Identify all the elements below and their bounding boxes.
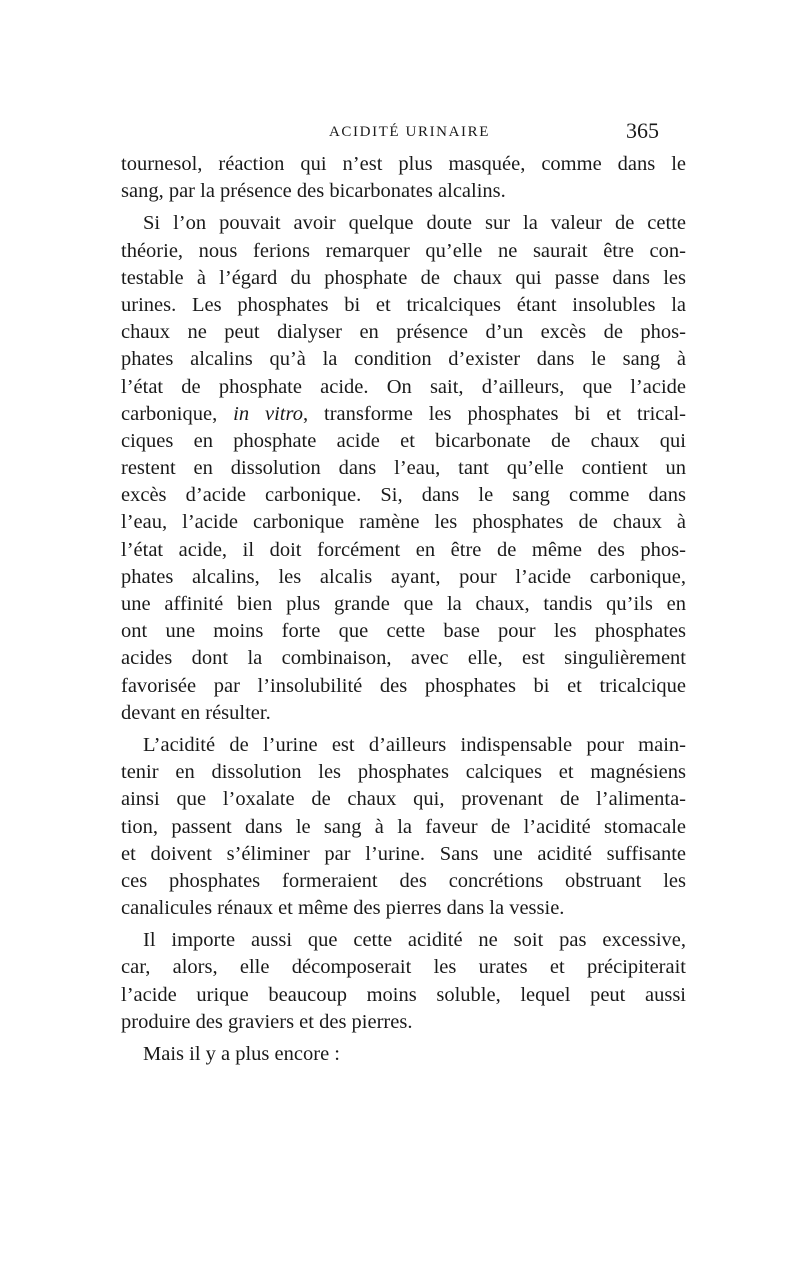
text-line: l’acide urique beaucoup moins soluble, lequel peut aussi <box>121 983 686 1006</box>
text-line: devant en résulter. <box>121 701 271 724</box>
text-line: l’état de phosphate acide. On sait, d’ailleurs, que l’acide <box>121 375 686 398</box>
text-line: tenir en dissolution les phosphates calciques et magnésiens <box>121 761 686 784</box>
text-line: tournesol, réaction qui n’est plus masquée, comme dans le <box>121 153 686 175</box>
text-line: Il importe aussi que cette acidité ne soit pas excessive, <box>143 929 686 952</box>
paragraph <box>121 151 686 205</box>
running-title: ACIDITÉ URINAIRE <box>329 124 490 140</box>
text-line: tion, passent dans le sang à la faveur de l’acidité stomacale <box>121 815 686 838</box>
text-line: L’acidité de l’urine est d’ailleurs indispensable pour main- <box>143 733 686 756</box>
text-line: canalicules rénaux et même des pierres dans la vessie. <box>121 897 565 920</box>
body-text <box>121 151 686 1068</box>
paragraph <box>121 210 686 727</box>
text-line: car, alors, elle décomposerait les urates et précipiterait <box>121 956 686 979</box>
paragraph <box>121 1041 686 1068</box>
text-line: testable à l’égard du phosphate de chaux qui passe dans les <box>121 266 686 289</box>
italic-phrase: in vitro <box>233 402 303 425</box>
text-segment: , transforme les phosphates bi et trical- <box>302 402 686 425</box>
text-line: ainsi que l’oxalate de chaux qui, provenant de l’alimenta- <box>121 788 686 811</box>
text-line: théorie, nous ferions remarquer qu’elle ne saurait être con- <box>121 239 686 262</box>
text-line: chaux ne peut dialyser en présence d’un excès de phos- <box>121 321 686 344</box>
text-line: produire des graviers et des pierres. <box>121 1010 413 1033</box>
running-head <box>0 118 800 148</box>
text-line: acides dont la combinaison, avec elle, est singulièrement <box>121 647 686 670</box>
text-line: une affinité bien plus grande que la chaux, tandis qu’ils en <box>121 593 686 615</box>
text-line: restent en dissolution dans l’eau, tant qu’elle contient un <box>121 457 686 480</box>
text-line: urines. Les phosphates bi et tricalciques étant insolubles la <box>121 293 686 316</box>
text-line: l’état acide, il doit forcément en être de même des phos- <box>121 538 686 561</box>
text-line: ont une moins forte que cette base pour les phosphates <box>121 620 686 643</box>
paragraph <box>121 927 686 1036</box>
text-line: favorisée par l’insolubilité des phosphates bi et tricalcique <box>121 674 686 697</box>
page-number: 365 <box>626 118 659 143</box>
paragraph <box>121 732 686 922</box>
text-line: ces phosphates formeraient des concrétions obstruant les <box>121 869 686 892</box>
text-line: l’eau, l’acide carbonique ramène les phosphates de chaux à <box>121 511 686 534</box>
text-line <box>121 401 686 428</box>
text-line: phates alcalins qu’à la condition d’exister dans le sang à <box>121 348 686 371</box>
text-line: excès d’acide carbonique. Si, dans le sang comme dans <box>121 484 686 507</box>
text-segment: carbonique, <box>121 402 234 425</box>
text-line: phates alcalins, les alcalis ayant, pour l’acide carbonique, <box>121 565 686 588</box>
text-line: sang, par la présence des bicarbonates alcalins. <box>121 180 506 203</box>
text-line: ciques en phosphate acide et bicarbonate de chaux qui <box>121 429 686 452</box>
text-line: et doivent s’éliminer par l’urine. Sans une acidité suffisante <box>121 842 686 865</box>
text-line: Mais il y a plus encore : <box>143 1043 340 1065</box>
text-line: Si l’on pouvait avoir quelque doute sur la valeur de cette <box>143 212 686 235</box>
